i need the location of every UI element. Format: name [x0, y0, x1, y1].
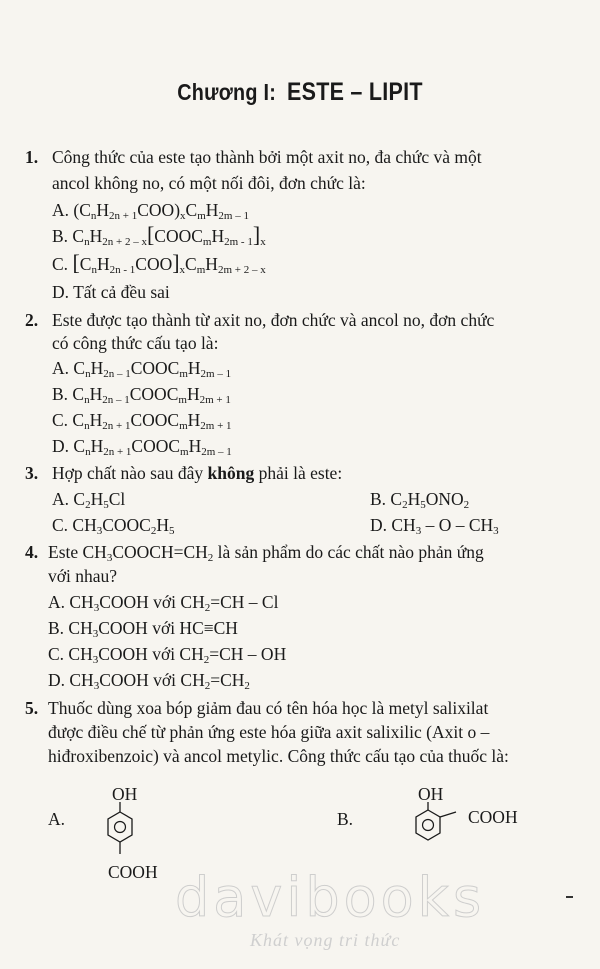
watermark-brand: davibooks — [175, 866, 486, 929]
question-2-option-a: A. $C_nH_{2n - 1}COOC_mH_{2m - 1}$ — [52, 358, 232, 380]
question-4-stem-line-2: với nhau? — [48, 566, 118, 586]
question-5-option-b-label: B. — [337, 809, 354, 829]
structure-a-oh-label: OH — [112, 784, 138, 804]
question-5-stem-line-1: Thuốc dùng xoa bóp giảm đau có tên hóa học là metyl salixilat — [48, 698, 489, 718]
question-2-stem-line-1: Este được tạo thành từ axit no, đơn chức và ancol no, đơn chức — [52, 310, 495, 330]
question-4-option-a: A. $CH_3COOH$ với $CH_2=CH - Cl$ — [48, 592, 279, 614]
question-1-stem-line-1: Công thức của este tạo thành bởi một axit no, đa chức và một — [52, 147, 482, 167]
question-5-option-a-label: A. — [48, 809, 66, 829]
chapter-title — [42, 78, 558, 107]
structure-a-cooh-label: COOH — [108, 862, 158, 882]
question-3-option-b: B. $C_2H_5ONO_2$ — [370, 489, 470, 511]
question-2-number: 2. — [25, 310, 39, 330]
question-1-option-b: B. $C_nH_{2n + 2 - x}[COOC_mH_{2m - 1}]_x$ — [52, 222, 266, 248]
question-3-number: 3. — [25, 463, 39, 483]
structure-b-benzene-ring — [408, 800, 468, 846]
question-1-number: 1. — [25, 147, 39, 167]
question-2-option-b: B. $C_nH_{2n - 1}COOC_mH_{2m + 1}$ — [52, 384, 231, 406]
question-5-stem-line-2: được điều chế từ phản ứng este hóa giữa axit salixilic (Axit o – — [48, 722, 490, 742]
question-2-option-d: D. $C_nH_{2n + 1}COOC_mH_{2m - 1}$ — [52, 436, 232, 458]
question-3-option-d: D. $CH_3$ – O – $CH_3$ — [370, 515, 499, 537]
question-4-option-d: D. $CH_3COOH$ với $CH_2=CH_2$ — [48, 670, 250, 692]
structure-b-oh-label: OH — [418, 784, 444, 804]
question-1-option-a: A. $(C_nH_{2n + 1}COO)_xC_mH_{2m - 1}$ — [52, 200, 249, 222]
question-3-option-a: A. $C_2H_5Cl$ — [52, 489, 126, 511]
question-1-option-c: C. $[C_nH_{2n - 1}COO]_xC_mH_{2m + 2 - x}$ — [52, 250, 266, 276]
question-3-stem-bold: không — [207, 463, 255, 483]
question-2-stem-line-2: có công thức cấu tạo là: — [52, 333, 219, 353]
chapter-name: ESTE – LIPIT — [287, 78, 423, 106]
question-1-option-d: D. Tất cả đều sai — [52, 282, 170, 302]
watermark-slogan: Khát vọng tri thức — [250, 930, 401, 950]
question-3-stem-before: Hợp chất nào sau đây — [52, 463, 204, 483]
question-4-number: 4. — [25, 542, 39, 562]
question-1-stem-line-2: ancol không no, có một nối đôi, đơn chức là: — [52, 173, 366, 193]
question-3-stem — [52, 462, 342, 484]
question-3-stem-after: phải là este: — [258, 463, 343, 483]
question-5-stem-line-3: hiđroxibenzoic) và ancol metylic. Công thức cấu tạo của thuốc là: — [48, 746, 509, 766]
question-5-number: 5. — [25, 698, 39, 718]
question-4-option-b: B. $CH_3COOH$ với HC≡CH — [48, 618, 238, 640]
structure-b-cooh-label: COOH — [468, 807, 518, 827]
question-4-stem-line-1: Este $CH_3COOCH=CH_2$ là sản phẩm do các chất nào phản ứng — [48, 542, 484, 564]
question-2-option-c: C. $C_nH_{2n + 1}COOC_mH_{2m + 1}$ — [52, 410, 232, 432]
page-edge-mark — [566, 896, 573, 898]
question-4-option-c: C. $CH_3COOH$ với $CH_2=CH$ – OH — [48, 644, 287, 666]
question-3-option-c: C. $CH_3COOC_2H_5$ — [52, 515, 175, 537]
structure-a-benzene-ring — [100, 800, 140, 866]
chapter-prefix: Chương I: — [177, 79, 277, 105]
